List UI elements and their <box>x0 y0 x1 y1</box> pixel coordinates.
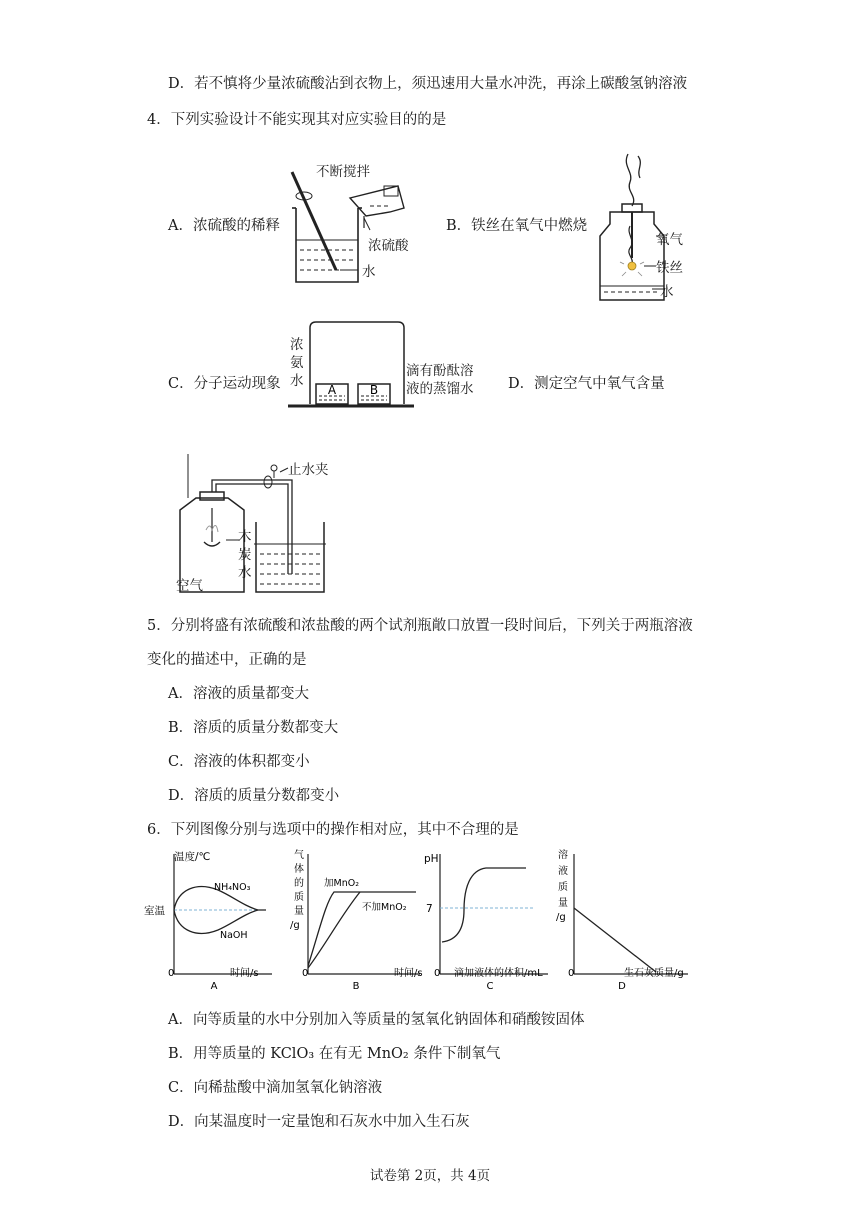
q5-stem-2: 变化的描述中，正确的是 <box>147 652 307 668</box>
graph-a <box>144 848 280 992</box>
label-water-b: 水 <box>660 284 674 300</box>
label-conc-ammonia: 浓 氨 水 <box>290 337 304 389</box>
graph-a-xlabel: 时间/s <box>230 968 259 979</box>
graph-b-caption: B <box>352 981 360 992</box>
figure-molecular-motion <box>286 320 416 412</box>
graph-a-ylabel: 温度/℃ <box>174 851 211 863</box>
q4-option-c: C．分子运动现象 <box>168 376 281 392</box>
q6-option-c: C．向稀盐酸中滴加氢氧化钠溶液 <box>168 1080 383 1096</box>
graph-a-naoh: NaOH <box>220 930 248 941</box>
label-iron-wire: 铁丝 <box>656 260 683 276</box>
label-conc-acid: 浓硫酸 <box>368 238 409 254</box>
graph-a-nh4no3: NH₄NO₃ <box>214 882 251 893</box>
graph-d-xlabel: 生石灰质量/g <box>624 968 684 979</box>
graph-a-origin: 0 <box>168 968 175 979</box>
q5-option-c: C．溶液的体积都变小 <box>168 754 310 770</box>
graph-b-y5: /g <box>290 920 300 931</box>
graph-c-seven: 7 <box>426 903 433 915</box>
figure-iron-burning <box>592 146 712 306</box>
graph-b-xlabel: 时间/s <box>394 968 423 979</box>
graph-b-y1: 体 <box>294 864 304 875</box>
graph-c-origin: 0 <box>434 968 441 979</box>
graph-b-with: 加MnO₂ <box>324 878 360 889</box>
label-stir: 不断搅拌 <box>316 164 370 180</box>
graph-b-y0: 气 <box>294 850 304 861</box>
q3-option-d: D．若不慎将少量浓硫酸沾到衣物上，须迅速用大量水冲洗，再涂上碳酸氢钠溶液 <box>168 76 688 92</box>
graph-a-caption: A <box>210 981 218 992</box>
label-air: 空气 <box>176 578 203 594</box>
label-oxygen: 氧气 <box>656 232 683 248</box>
q5-option-b: B．溶质的质量分数都变大 <box>168 720 339 736</box>
q4-option-a: A．浓硫酸的稀释 <box>168 218 280 234</box>
graph-d-y3: 量 <box>558 898 568 909</box>
q5-stem-1: 5．分别将盛有浓硫酸和浓盐酸的两个试剂瓶敞口放置一段时间后，下列关于两瓶溶液 <box>147 618 693 634</box>
graph-b <box>286 848 428 992</box>
label-clamp: 止水夹 <box>288 462 329 478</box>
graph-d-origin: 0 <box>568 968 575 979</box>
graph-b-y2: 的 <box>294 878 304 889</box>
q5-option-d: D．溶质的质量分数都变小 <box>168 788 340 804</box>
label-water-a: 水 <box>362 264 376 280</box>
q6-option-b: B．用等质量的 KClO₃ 在有无 MnO₂ 条件下制氧气 <box>168 1046 501 1062</box>
graph-b-origin: 0 <box>302 968 309 979</box>
label-charcoal: 木 炭 水 <box>238 529 252 581</box>
graph-a-ref: 室温 <box>144 905 165 917</box>
graph-d-caption: D <box>618 981 626 992</box>
q4-stem: 4．下列实验设计不能实现其对应实验目的的是 <box>147 112 447 128</box>
q4-option-d: D．测定空气中氧气含量 <box>508 376 665 392</box>
q6-option-d: D．向某温度时一定量饱和石灰水中加入生石灰 <box>168 1114 470 1130</box>
q4-option-b: B．铁丝在氧气中燃烧 <box>446 218 588 234</box>
page-footer: 试卷第 2页，共 4页 <box>369 1168 491 1184</box>
graph-d <box>556 848 696 992</box>
beaker-b-label: B <box>369 383 379 397</box>
graph-b-without: 不加MnO₂ <box>362 902 407 913</box>
graph-d-y2: 质 <box>558 882 568 893</box>
label-phenolphthalein: 滴有酚酞溶 液的蒸馏水 <box>406 363 474 397</box>
graph-d-y0: 溶 <box>558 850 568 861</box>
graph-c-caption: C <box>486 981 494 992</box>
q5-option-a: A．溶液的质量都变大 <box>168 686 309 702</box>
graph-b-y4: 量 <box>294 906 304 917</box>
q6-option-a: A．向等质量的水中分别加入等质量的氢氧化钠固体和硝酸铵固体 <box>168 1012 585 1028</box>
graph-c-ylabel: pH <box>424 853 439 865</box>
graph-d-y1: 液 <box>558 866 568 877</box>
graph-c <box>424 848 556 992</box>
q6-stem: 6．下列图像分别与选项中的操作相对应，其中不合理的是 <box>147 822 519 838</box>
beaker-a-label: A <box>327 383 337 397</box>
graph-b-y3: 质 <box>294 892 304 903</box>
graph-d-y4: /g <box>556 912 566 923</box>
graph-c-xlabel: 滴加液体的体积/mL <box>454 968 543 979</box>
